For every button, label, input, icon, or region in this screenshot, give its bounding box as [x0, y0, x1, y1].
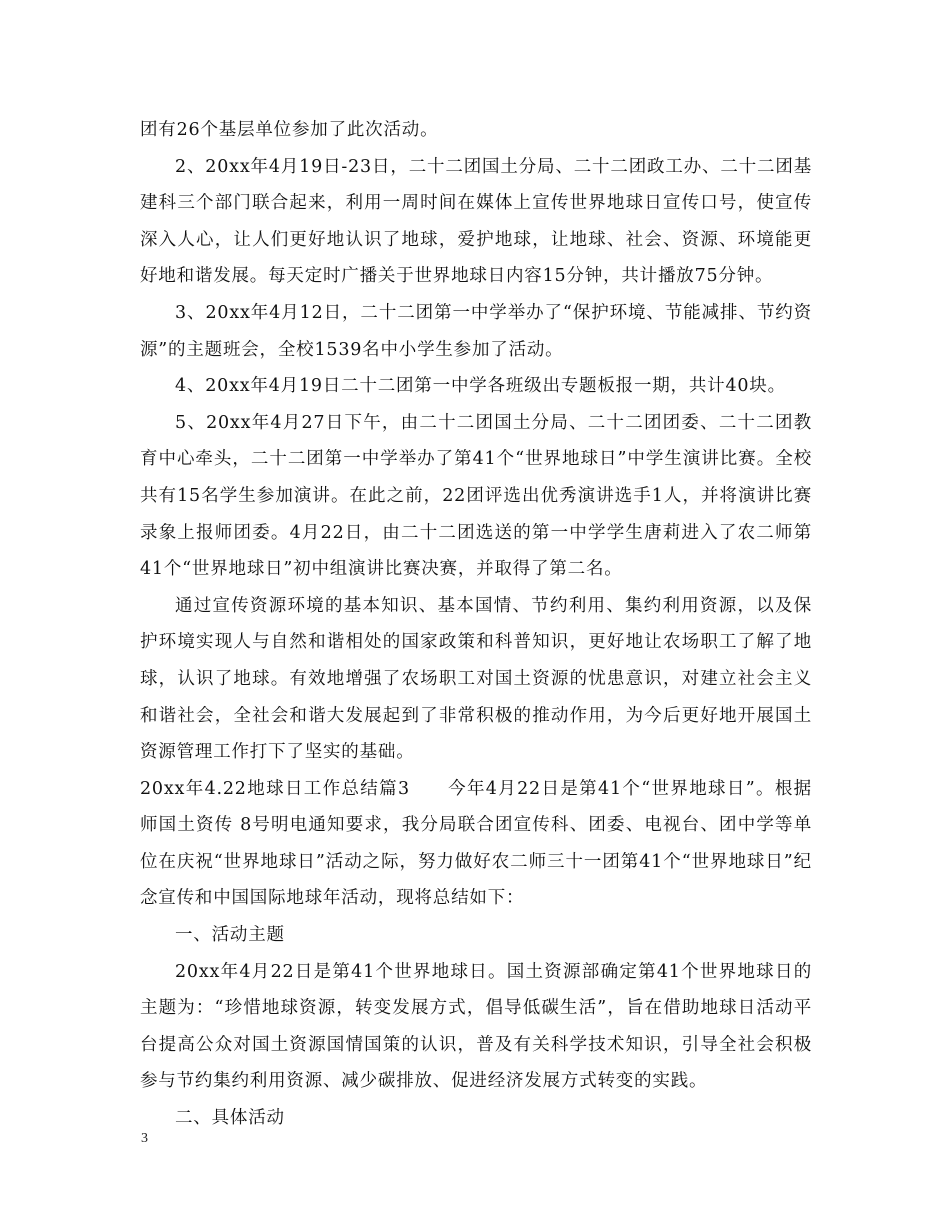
paragraph-2: 2、20xx年4月19日-23日，二十二团国土分局、二十二团政工办、二十二团基建科三个部门联合起来，利用一周时间在媒体上宣传世界地球日宣传口号，使宣传深入人心，让人们更好地认识了地球，爱护地球，让地球、社会、资源、环境能更好地和谐发展。每天定时广播关于世界地球日内容15分钟，共计播放75分钟。: [140, 156, 812, 287]
section-heading-activity-theme: 一、活动主题: [175, 925, 285, 946]
paragraph-5: 5、20xx年4月27日下午，由二十二团国土分局、二十二团团委、二十二团教育中心牵头，二十二团第一中学举办了第41个“世界地球日”中学生演讲比赛。全校共有15名学生参加演讲。在此之前，22团评选出优秀演讲选手1人，并将演讲比赛录象上报师团委。4月22日，由二十二团选送的第一中学学生唐莉进入了农二师第41个“世界地球日”初中组演讲比赛决赛，并取得了第二名。: [140, 412, 812, 580]
paragraph-7: 20xx年4.22地球日工作总结篇3 今年4月22日是第41个“世界地球日”。根据师国土资传 8号明电通知要求，我分局联合团宣传科、团委、电视台、团中学等单位在庆祝“世界地球日”活动之际，努力做好农二师三十一团第41个“世界地球日”纪念宣传和中国国际地球年活动，现将总结如下：: [140, 778, 812, 909]
page-number: 3: [141, 1131, 148, 1146]
paragraph-4: 4、20xx年4月19日二十二团第一中学各班级出专题板报一期，共计40块。: [175, 376, 786, 397]
paragraph-3: 3、20xx年4月12日，二十二团第一中学举办了“保护环境、节能减排、节约资源”的主题班会，全校1539名中小学生参加了活动。: [140, 302, 812, 360]
paragraph-1: 团有26个基层单位参加了此次活动。: [140, 120, 439, 140]
section-heading-specific-activities: 二、具体活动: [175, 1108, 285, 1129]
document-body: [140, 112, 812, 1137]
paragraph-6: 通过宣传资源环境的基本知识、基本国情、节约利用、集约利用资源，以及保护环境实现人与自然和谐相处的国家政策和科普知识，更好地让农场职工了解了地球，认识了地球。有效地增强了农场职工对国土资源的忧患意识，对建立社会主义和谐社会，全社会和谐大发展起到了非常积极的推动作用，为今后更好地开展国土资源管理工作打下了坚实的基础。: [140, 595, 812, 763]
paragraph-9: 20xx年4月22日是第41个世界地球日。国土资源部确定第41个世界地球日的主题为：“珍惜地球资源，转变发展方式，倡导低碳生活”，旨在借助地球日活动平台提高公众对国土资源国情国策的认识，普及有关科学技术知识，引导全社会积极参与节约集约利用资源、减少碳排放、促进经济发展方式转变的实践。: [140, 961, 812, 1092]
